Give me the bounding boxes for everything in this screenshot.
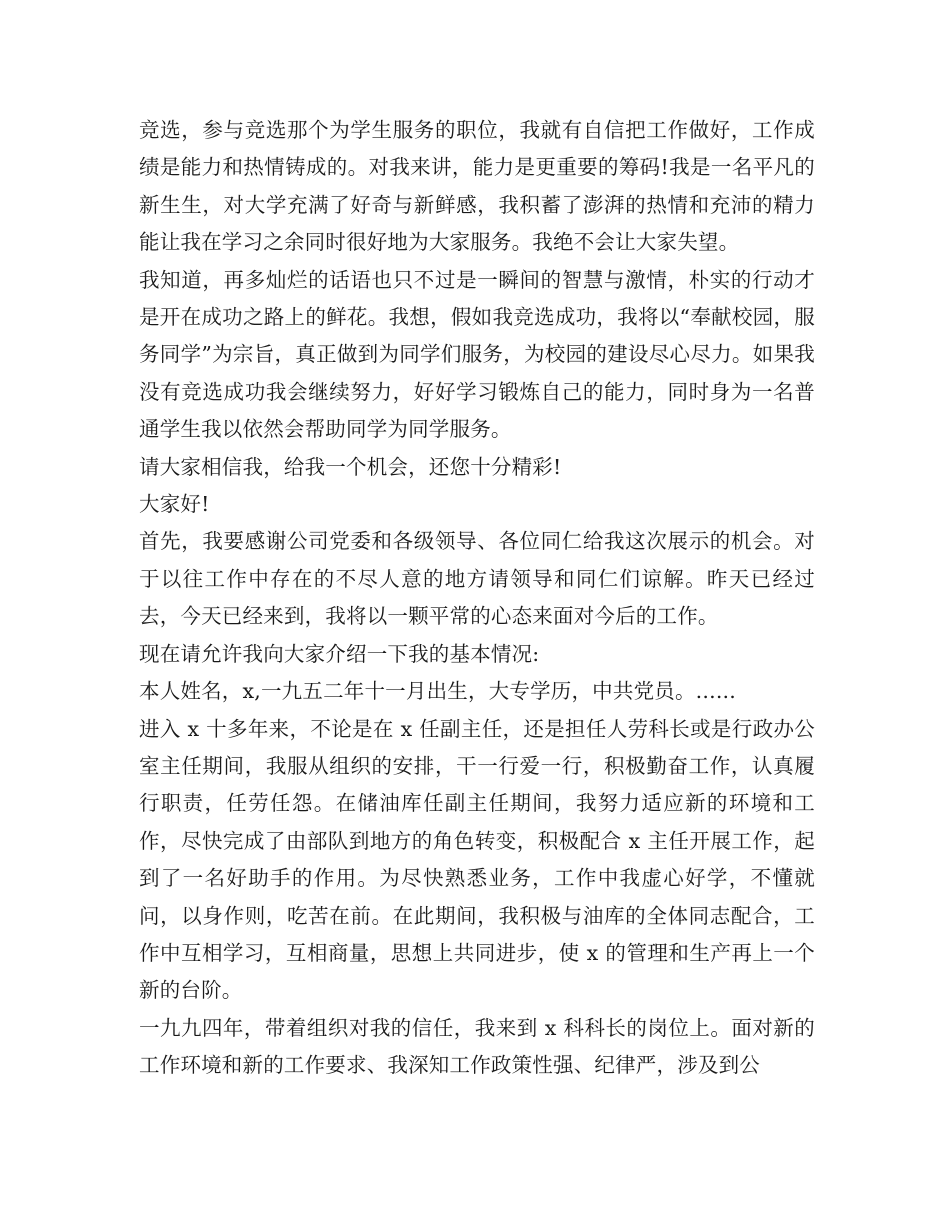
paragraph-9: 一九九四年，带着组织对我的信任，我来到 x 科科长的岗位上。面对新的工作环境和新的工作要求、我深知工作政策性强、纪律严，涉及到公 bbox=[139, 1015, 815, 1078]
paragraph-1: 竞选，参与竞选那个为学生服务的职位，我就有自信把工作做好，工作成绩是能力和热情铸成的。对我来讲，能力是更重要的筹码!我是一名平凡的新生生，对大学充满了好奇与新鲜感，我积蓄了澎湃的热情和充沛的精力能让我在学习之余同时很好地为大家服务。我绝不会让大家失望。 bbox=[139, 118, 815, 255]
paragraph-4: 大家好! bbox=[139, 492, 210, 517]
paragraph-6: 现在请允许我向大家介绍一下我的基本情况: bbox=[139, 641, 540, 666]
document-body bbox=[139, 112, 815, 1085]
paragraph-2: 我知道，再多灿烂的话语也只不过是一瞬间的智慧与激情，朴实的行动才是开在成功之路上的鲜花。我想，假如我竞选成功，我将以“奉献校园，服务同学”为宗旨，真正做到为同学们服务，为校园的建设尽心尽力。如果我没有竞选成功我会继续努力，好好学习锻炼自己的能力，同时身为一名普通学生我以依然会帮助同学为同学服务。 bbox=[139, 267, 815, 442]
paragraph-3: 请大家相信我，给我一个机会，还您十分精彩! bbox=[139, 454, 562, 479]
paragraph-7: 本人姓名，x,一九五二年十一月出生，大专学历，中共党员。...... bbox=[139, 679, 736, 704]
paragraph-8: 进入 x 十多年来，不论是在 x 任副主任，还是担任人劳科长或是行政办公室主任期间，我服从组织的安排，干一行爱一行，积极勤奋工作，认真履行职责，任劳任怨。在储油库任副主任期间，我努力适应新的环境和工作，尽快完成了由部队到地方的角色转变，积极配合 x 主任开展工作，起到了一名好助手的作用。为尽快熟悉业务，工作中我虚心好学，不懂就问，以身作则，吃苦在前。在此期间，我积极与油库的全体同志配合，工作中互相学习，互相商量，思想上共同进步，使 x 的管理和生产再上一个新的台阶。 bbox=[139, 716, 815, 1003]
paragraph-5: 首先，我要感谢公司党委和各级领导、各位同仁给我这次展示的机会。对于以往工作中存在的不尽人意的地方请领导和同仁们谅解。昨天已经过去，今天已经来到，我将以一颗平常的心态来面对今后的工作。 bbox=[139, 529, 815, 629]
